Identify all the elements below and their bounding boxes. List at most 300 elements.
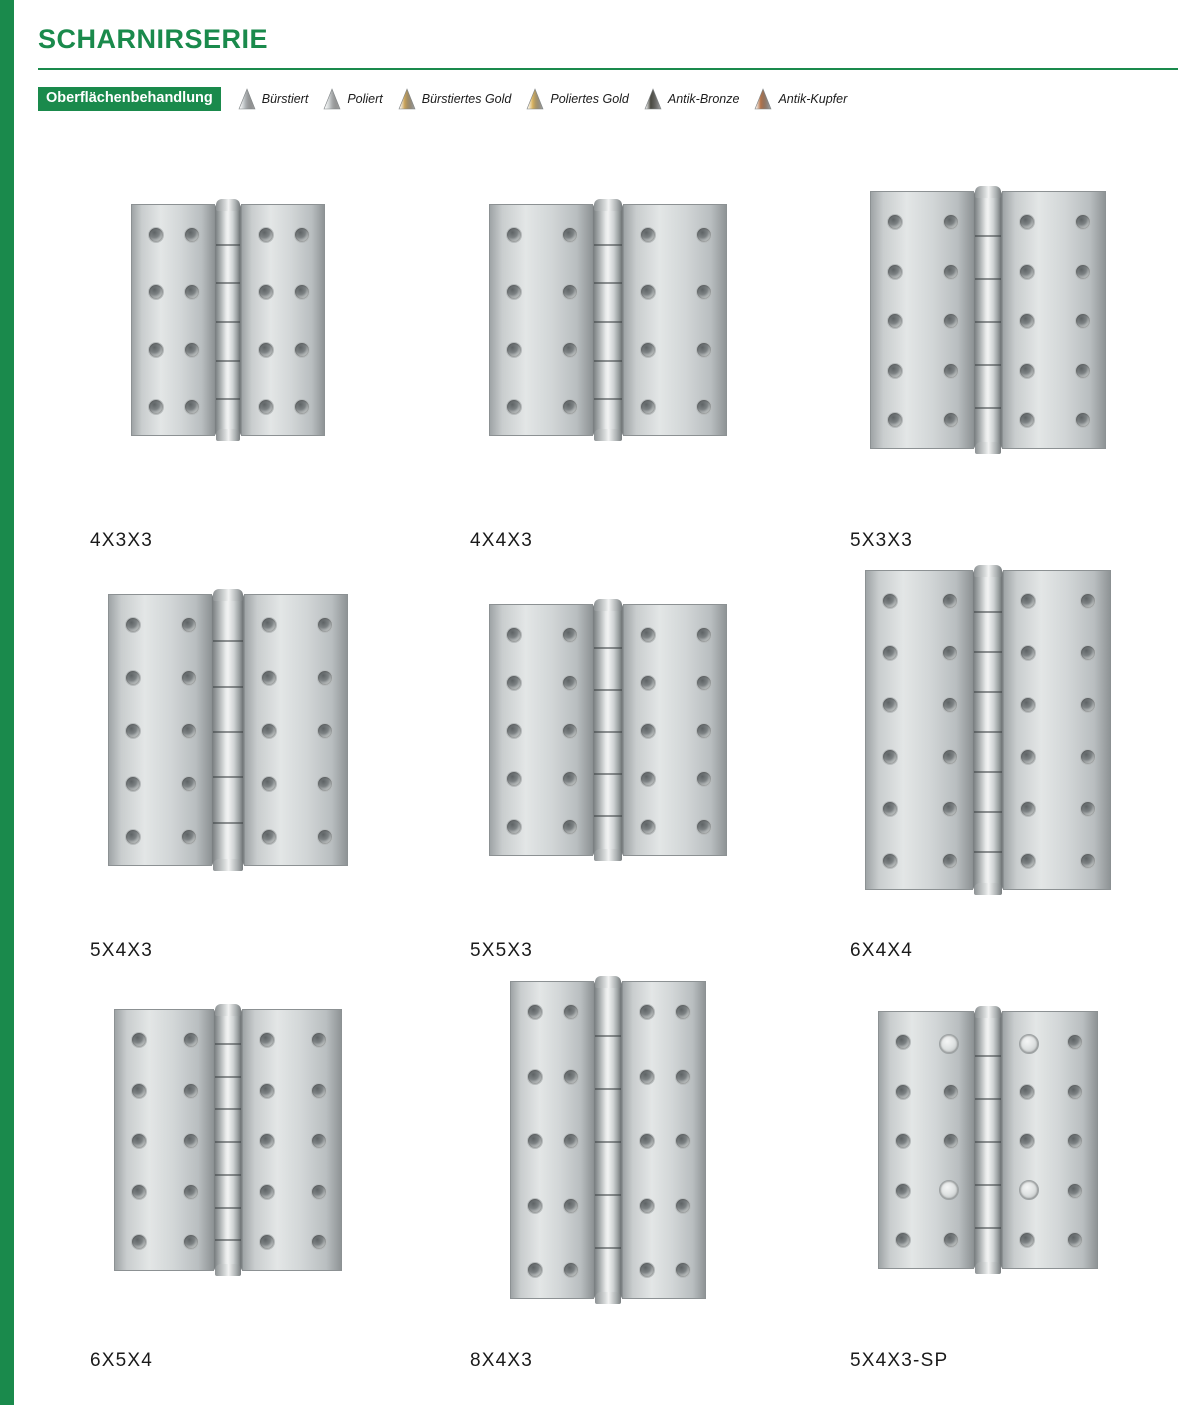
screw-hole [639,1133,655,1149]
screw-hole [527,1198,543,1214]
hinge-image [798,560,1178,900]
product-code: 6X4X4 [850,940,914,961]
screw-hole [562,399,578,415]
hinge-leaf [623,204,727,436]
screw-hole [527,1262,543,1278]
screw-hole [125,829,141,845]
product-code: 5X4X3-SP [850,1350,949,1371]
title-divider [38,68,1178,70]
hinge-image [418,560,798,900]
screw-hole [506,399,522,415]
hinge-leaf [242,1009,342,1271]
screw-hole [895,1232,911,1248]
screw-hole [1080,645,1096,661]
screw-hole [183,1184,199,1200]
screw-hole [1019,313,1035,329]
screw-hole [506,227,522,243]
knuckle-seam [594,731,622,733]
screw-hole [1020,697,1036,713]
hinge-knuckle [593,604,623,856]
screw-hole [943,1084,959,1100]
knuckle-cap [215,1004,241,1016]
screw-hole [563,1004,579,1020]
knuckle-cap [594,199,622,211]
finish-item [322,87,382,111]
screw-hole [1020,749,1036,765]
screw-hole [887,214,903,230]
knuckle-seam [216,282,240,284]
hinge-image [418,150,798,490]
screw-hole [183,1234,199,1250]
knuckle-cap [216,199,240,211]
finish-cone-icon [525,87,545,111]
screw-hole [1019,1084,1035,1100]
knuckle-seam [594,773,622,775]
product-cell[interactable] [38,560,418,970]
screw-hole [943,264,959,280]
product-cell[interactable] [798,970,1178,1380]
hinge-image [798,970,1178,1310]
knuckle-seam [215,1174,241,1176]
screw-hole [183,1083,199,1099]
knuckle-seam [215,1108,241,1110]
hinge-knuckle [594,981,622,1299]
screw-hole [696,342,712,358]
hinge-leaf [244,594,348,866]
hinge-leaf [108,594,212,866]
screw-hole [1019,214,1035,230]
knuckle-seam [974,771,1002,773]
screw-hole [1020,853,1036,869]
knuckle-seam [215,1141,241,1143]
screw-hole [882,697,898,713]
screw-hole [562,627,578,643]
screw-hole [882,801,898,817]
knuckle-seam [974,731,1002,733]
screw-hole [895,1133,911,1149]
knuckle-cap [975,1262,1001,1274]
screw-hole [261,829,277,845]
screw-hole [1080,697,1096,713]
knuckle-seam [215,1239,241,1241]
hinge-leaf [622,981,706,1299]
knuckle-seam [594,244,622,246]
screw-hole [943,313,959,329]
screw-hole [527,1133,543,1149]
knuckle-seam [594,647,622,649]
knuckle-cap [974,883,1002,895]
hinge-leaf [623,604,727,856]
screw-hole [131,1234,147,1250]
hinge-image [38,560,418,900]
hinge-image [38,150,418,490]
screw-hole [183,1133,199,1149]
screw-hole [131,1184,147,1200]
screw-hole [939,1034,959,1054]
screw-hole [294,284,310,300]
hinge-image [38,970,418,1310]
finish-name: Poliert [347,92,383,106]
screw-hole [675,1069,691,1085]
screw-hole [942,749,958,765]
screw-hole [125,617,141,633]
screw-hole [259,1234,275,1250]
screw-hole [639,1262,655,1278]
screw-hole [148,342,164,358]
finish-cone-icon [753,87,773,111]
knuckle-seam [975,364,1001,366]
screw-hole [148,284,164,300]
product-cell[interactable] [798,150,1178,560]
knuckle-seam [594,815,622,817]
product-code: 5X3X3 [850,530,914,551]
knuckle-seam [213,640,243,642]
screw-hole [181,617,197,633]
knuckle-seam [974,651,1002,653]
product-cell[interactable] [418,560,798,970]
knuckle-seam [975,1184,1001,1186]
product-code: 4X3X3 [90,530,154,551]
knuckle-seam [975,235,1001,237]
screw-hole [261,723,277,739]
screw-hole [640,771,656,787]
screw-hole [506,819,522,835]
knuckle-seam [213,686,243,688]
left-accent-bar [0,0,14,1405]
finish-item [753,87,847,111]
screw-hole [294,342,310,358]
screw-hole [258,399,274,415]
screw-hole [258,342,274,358]
screw-hole [506,627,522,643]
finish-cone-icon [237,87,257,111]
finish-name: Antik-Bronze [667,92,740,106]
screw-hole [1019,264,1035,280]
screw-hole [696,399,712,415]
screw-hole [942,801,958,817]
screw-hole [258,227,274,243]
screw-hole [294,399,310,415]
screw-hole [562,227,578,243]
screw-hole [943,1133,959,1149]
product-code: 8X4X3 [470,1350,534,1371]
knuckle-seam [595,1194,621,1196]
finish-item [237,87,309,111]
screw-hole [1075,214,1091,230]
screw-hole [675,1262,691,1278]
screw-hole [317,776,333,792]
hinge-knuckle [212,594,244,866]
screw-hole [696,627,712,643]
finish-cone-icon [643,87,663,111]
product-code: 5X5X3 [470,940,534,961]
screw-hole [527,1069,543,1085]
screw-hole [506,771,522,787]
hinge-leaf [241,204,325,436]
screw-hole [562,342,578,358]
knuckle-seam [216,321,240,323]
screw-hole [675,1198,691,1214]
hinge-leaf [114,1009,214,1271]
screw-hole [562,819,578,835]
finish-name: Poliertes Gold [550,92,629,106]
finish-item [525,87,629,111]
knuckle-seam [595,1088,621,1090]
knuckle-seam [213,822,243,824]
knuckle-cap [975,1006,1001,1018]
screw-hole [942,853,958,869]
screw-hole [943,1232,959,1248]
screw-hole [184,284,200,300]
screw-hole [148,227,164,243]
hinge-knuckle [215,204,241,436]
product-cell[interactable] [418,150,798,560]
knuckle-seam [975,1141,1001,1143]
screw-hole [527,1004,543,1020]
screw-hole [1067,1232,1083,1248]
knuckle-cap [595,1292,621,1304]
screw-hole [939,1180,959,1200]
knuckle-cap [594,599,622,611]
screw-hole [1080,749,1096,765]
screw-hole [125,670,141,686]
screw-hole [696,284,712,300]
knuckle-cap [594,429,622,441]
hinge-knuckle [973,570,1003,890]
screw-hole [131,1133,147,1149]
hinge-leaf [870,191,974,449]
screw-hole [259,1032,275,1048]
screw-hole [696,675,712,691]
screw-hole [181,776,197,792]
knuckle-seam [594,398,622,400]
screw-hole [887,264,903,280]
screw-hole [183,1032,199,1048]
screw-hole [882,593,898,609]
screw-hole [1067,1034,1083,1050]
screw-hole [1067,1133,1083,1149]
finish-name: Bürstiert [261,92,309,106]
knuckle-cap [213,859,243,871]
finish-item [397,87,512,111]
product-code: 5X4X3 [90,940,154,961]
screw-hole [294,227,310,243]
finish-cone-icon [397,87,417,111]
product-cell[interactable] [418,970,798,1380]
screw-hole [506,723,522,739]
screw-hole [317,829,333,845]
knuckle-seam [594,282,622,284]
screw-hole [1080,853,1096,869]
knuckle-seam [975,1098,1001,1100]
screw-hole [1019,412,1035,428]
knuckle-seam [974,691,1002,693]
screw-hole [640,284,656,300]
screw-hole [640,819,656,835]
product-code: 6X5X4 [90,1350,154,1371]
screw-hole [887,363,903,379]
screw-hole [1019,1034,1039,1054]
screw-hole [506,675,522,691]
screw-hole [563,1133,579,1149]
screw-hole [1020,645,1036,661]
screw-hole [562,771,578,787]
screw-hole [675,1133,691,1149]
screw-hole [696,819,712,835]
knuckle-seam [594,321,622,323]
screw-hole [895,1183,911,1199]
hinge-image [798,150,1178,490]
screw-hole [942,593,958,609]
screw-hole [675,1004,691,1020]
knuckle-seam [974,811,1002,813]
knuckle-seam [974,611,1002,613]
screw-hole [317,670,333,686]
screw-hole [887,412,903,428]
screw-hole [184,399,200,415]
screw-hole [131,1083,147,1099]
hinge-knuckle [593,204,623,436]
screw-hole [882,645,898,661]
screw-hole [562,284,578,300]
screw-hole [1067,1084,1083,1100]
screw-hole [895,1084,911,1100]
knuckle-cap [595,976,621,988]
knuckle-seam [975,278,1001,280]
screw-hole [184,342,200,358]
hinge-knuckle [214,1009,242,1271]
screw-hole [640,627,656,643]
product-cell[interactable] [798,560,1178,970]
screw-hole [943,214,959,230]
screw-hole [563,1069,579,1085]
screw-hole [181,723,197,739]
knuckle-cap [975,442,1001,454]
hinge-leaf [510,981,594,1299]
knuckle-cap [975,186,1001,198]
finish-legend [38,86,861,112]
finish-name: Antik-Kupfer [778,92,848,106]
screw-hole [261,776,277,792]
screw-hole [562,675,578,691]
screw-hole [1075,264,1091,280]
hinge-leaf [878,1011,974,1269]
screw-hole [261,670,277,686]
screw-hole [895,1034,911,1050]
hinge-leaf [489,204,593,436]
product-grid [38,150,1178,1380]
screw-hole [640,227,656,243]
screw-hole [311,1234,327,1250]
finish-cone-icon [322,87,342,111]
knuckle-seam [595,1141,621,1143]
hinge-leaf [865,570,973,890]
page-title: SCHARNIRSERIE [38,24,269,54]
screw-hole [1067,1183,1083,1199]
screw-hole [131,1032,147,1048]
knuckle-cap [215,1264,241,1276]
screw-hole [1019,1133,1035,1149]
hinge-knuckle [974,191,1002,449]
screw-hole [1075,313,1091,329]
knuckle-seam [595,1247,621,1249]
product-cell[interactable] [38,150,418,560]
screw-hole [639,1004,655,1020]
screw-hole [640,399,656,415]
knuckle-seam [975,407,1001,409]
screw-hole [1080,593,1096,609]
screw-hole [882,749,898,765]
knuckle-seam [213,776,243,778]
screw-hole [696,771,712,787]
knuckle-cap [594,849,622,861]
knuckle-cap [974,565,1002,577]
hinge-image [418,970,798,1310]
knuckle-seam [595,1035,621,1037]
hinge-leaf [131,204,215,436]
knuckle-seam [215,1207,241,1209]
screw-hole [696,227,712,243]
screw-hole [882,853,898,869]
screw-hole [562,723,578,739]
screw-hole [1080,801,1096,817]
screw-hole [696,723,712,739]
screw-hole [259,1133,275,1149]
knuckle-seam [975,321,1001,323]
screw-hole [1019,363,1035,379]
product-cell[interactable] [38,970,418,1380]
screw-hole [942,697,958,713]
screw-hole [184,227,200,243]
screw-hole [125,776,141,792]
screw-hole [942,645,958,661]
knuckle-seam [213,731,243,733]
screw-hole [311,1184,327,1200]
knuckle-seam [216,398,240,400]
screw-hole [258,284,274,300]
screw-hole [259,1083,275,1099]
knuckle-seam [594,360,622,362]
screw-hole [148,399,164,415]
screw-hole [1020,593,1036,609]
screw-hole [1019,1180,1039,1200]
screw-hole [181,670,197,686]
knuckle-seam [975,1227,1001,1229]
screw-hole [640,342,656,358]
screw-hole [506,342,522,358]
screw-hole [1020,801,1036,817]
knuckle-seam [594,689,622,691]
screw-hole [640,675,656,691]
screw-hole [1075,363,1091,379]
screw-hole [261,617,277,633]
screw-hole [181,829,197,845]
product-code: 4X4X3 [470,530,534,551]
knuckle-seam [216,360,240,362]
finish-name: Bürstiertes Gold [421,92,512,106]
knuckle-cap [216,429,240,441]
knuckle-cap [213,589,243,601]
screw-hole [639,1198,655,1214]
screw-hole [311,1032,327,1048]
hinge-leaf [1003,570,1111,890]
knuckle-seam [216,244,240,246]
screw-hole [506,284,522,300]
screw-hole [1019,1232,1035,1248]
screw-hole [311,1083,327,1099]
finish-legend-items [237,87,861,111]
screw-hole [563,1262,579,1278]
